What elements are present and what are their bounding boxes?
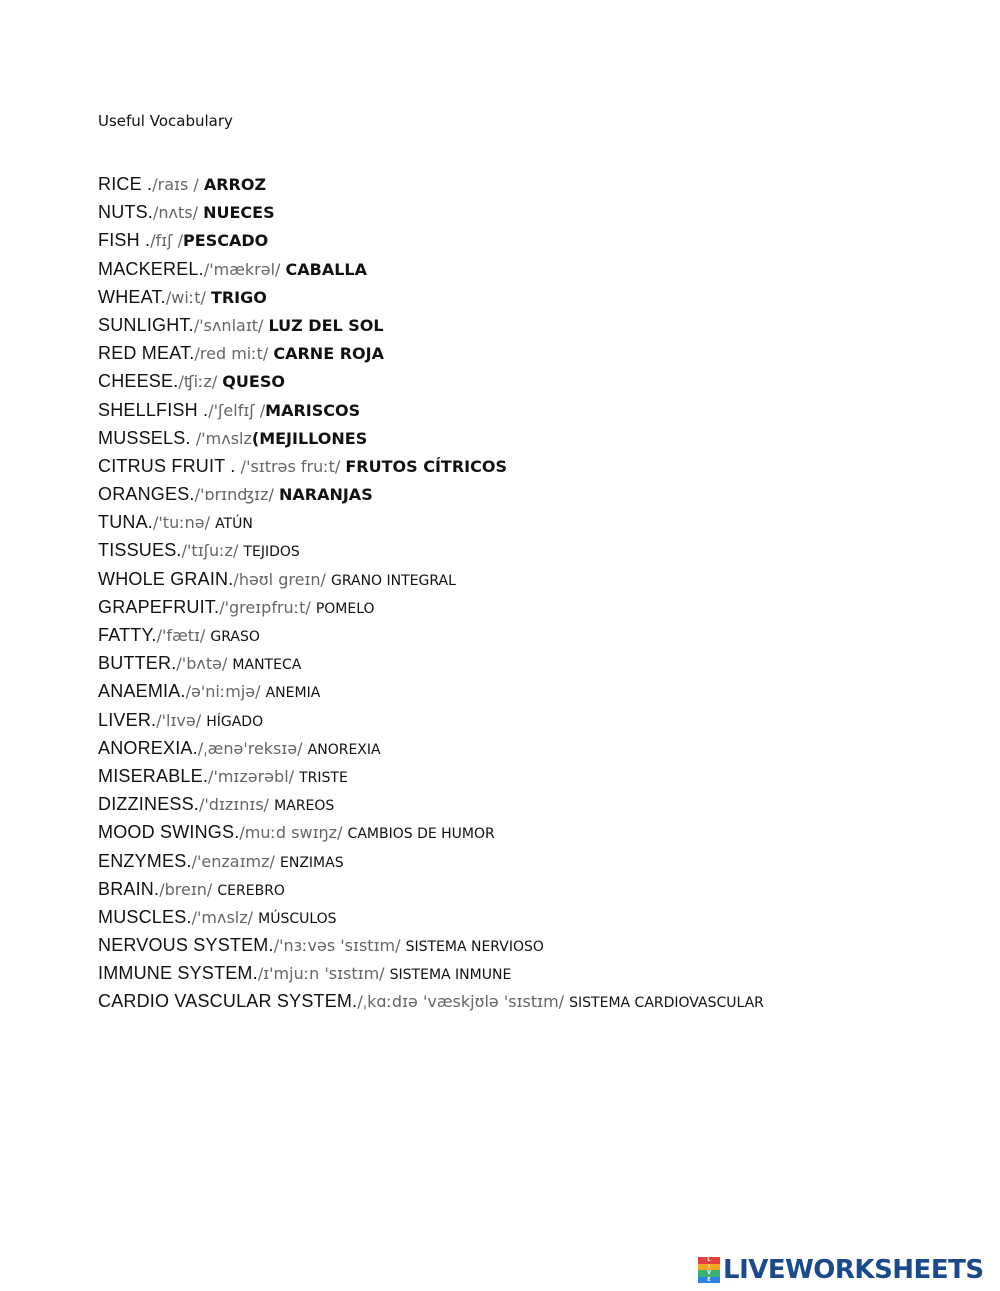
english-word: RICE . <box>98 174 153 194</box>
spanish-translation: CARNE ROJA <box>273 344 384 364</box>
phonetic-transcription: /red miːt/ <box>194 344 274 364</box>
vocab-row <box>98 903 764 931</box>
brand-name: LIVEWORKSHEETS <box>723 1255 984 1285</box>
vocab-row <box>98 931 764 959</box>
phonetic-transcription: /'ʃelfɪʃ / <box>208 400 266 420</box>
phonetic-transcription: /ˌkɑːdɪə 'væskjʊlə 'sɪstɪm/ <box>357 992 570 1012</box>
spanish-translation: ARROZ <box>203 175 267 194</box>
vocab-row <box>98 649 764 677</box>
english-word: ANOREXIA. <box>98 737 198 758</box>
spanish-translation: MAREOS <box>274 798 335 815</box>
vocab-row <box>98 677 764 705</box>
english-word: GRAPEFRUIT. <box>98 596 220 617</box>
vocab-row <box>98 367 764 395</box>
phonetic-transcription: /nʌts/ <box>153 203 204 223</box>
phonetic-transcription: /raɪs / <box>152 175 204 194</box>
spanish-translation: NARANJAS <box>278 485 373 505</box>
phonetic-transcription: /'ɒrɪnʤɪz/ <box>194 485 279 505</box>
english-word: LIVER. <box>98 709 157 730</box>
english-word: FATTY. <box>98 625 157 645</box>
phonetic-transcription: /'sʌnlaɪt/ <box>193 315 269 335</box>
phonetic-transcription: /'fætɪ/ <box>156 626 211 645</box>
vocab-row <box>98 508 764 536</box>
phonetic-transcription: /'bʌtə/ <box>176 654 233 674</box>
phonetic-transcription: /'sɪtrəs fruːt/ <box>240 456 346 476</box>
spanish-translation: PESCADO <box>183 231 269 251</box>
vocab-row <box>98 706 764 734</box>
english-word: ENZYMES. <box>98 850 192 871</box>
vocab-row <box>98 452 764 480</box>
spanish-translation: CEREBRO <box>217 882 285 899</box>
liveworksheets-logo <box>698 1255 984 1285</box>
english-word: NERVOUS SYSTEM. <box>98 935 274 956</box>
vocab-row <box>98 847 764 875</box>
vocab-row <box>98 536 764 564</box>
spanish-translation: QUESO <box>222 372 285 392</box>
english-word: TUNA. <box>98 512 153 533</box>
logo-letter-block: I <box>698 1264 720 1271</box>
vocab-row <box>98 226 764 254</box>
vocab-row <box>98 396 764 424</box>
english-word: MOOD SWINGS. <box>98 822 240 843</box>
english-word: TISSUES. <box>98 540 182 561</box>
english-word: MISERABLE. <box>98 765 209 786</box>
english-word: BRAIN. <box>98 878 160 899</box>
spanish-translation: (MEJILLONES <box>251 428 368 448</box>
vocab-row <box>98 198 764 226</box>
english-word: BUTTER. <box>98 653 177 674</box>
phonetic-transcription: /ə'niːmjə/ <box>185 682 266 702</box>
spanish-translation: ATÚN <box>215 516 253 533</box>
spanish-translation: FRUTOS CÍTRICOS <box>345 456 507 476</box>
logo-letter-block: E <box>698 1277 720 1284</box>
vocab-row <box>98 987 764 1015</box>
english-word: WHOLE GRAIN. <box>98 568 234 589</box>
phonetic-transcription: /wiːt/ <box>165 287 211 307</box>
phonetic-transcription: /'tuːnə/ <box>153 513 216 533</box>
vocab-row <box>98 339 764 367</box>
english-word: ANAEMIA. <box>98 681 186 702</box>
spanish-translation: SISTEMA INMUNE <box>389 967 512 984</box>
english-word: MUSSELS. <box>98 427 196 448</box>
english-word: CHEESE. <box>98 371 179 392</box>
vocab-row <box>98 818 764 846</box>
phonetic-transcription: /'nɜːvəs 'sɪstɪm/ <box>273 936 406 956</box>
vocab-row <box>98 790 764 818</box>
english-word: FISH . <box>98 230 151 251</box>
vocab-row <box>98 311 764 339</box>
vocabulary-list <box>98 170 764 1016</box>
spanish-translation: HÍGADO <box>206 713 264 730</box>
phonetic-transcription: /'mʌslz <box>195 428 252 448</box>
vocab-row <box>98 255 764 283</box>
english-word: WHEAT. <box>98 286 166 307</box>
spanish-translation: TRISTE <box>299 769 348 786</box>
vocab-row <box>98 565 764 593</box>
vocab-row <box>98 283 764 311</box>
phonetic-transcription: /'greɪpfruːt/ <box>219 597 316 617</box>
spanish-translation: SISTEMA CARDIOVASCULAR <box>569 995 764 1012</box>
spanish-translation: ANOREXIA <box>307 741 381 758</box>
phonetic-transcription: /'lɪvə/ <box>156 710 207 730</box>
phonetic-transcription: /breɪn/ <box>159 879 218 899</box>
phonetic-transcription: /'mɪzərəbl/ <box>208 766 300 786</box>
english-word: IMMUNE SYSTEM. <box>98 963 258 984</box>
english-word: ORANGES. <box>98 484 195 505</box>
english-word: NUTS. <box>98 202 153 223</box>
english-word: CARDIO VASCULAR SYSTEM. <box>98 991 358 1012</box>
phonetic-transcription: /fɪʃ / <box>150 231 184 251</box>
vocab-row <box>98 593 764 621</box>
phonetic-transcription: /'dɪzɪnɪs/ <box>199 795 275 815</box>
spanish-translation: GRANO INTEGRAL <box>331 572 456 589</box>
vocab-row <box>98 875 764 903</box>
spanish-translation: MÚSCULOS <box>258 910 337 927</box>
english-word: SHELLFISH . <box>98 399 209 420</box>
logo-letter-block: L <box>698 1257 720 1264</box>
english-word: SUNLIGHT. <box>98 314 194 335</box>
spanish-translation: CABALLA <box>285 259 368 279</box>
spanish-translation: ENZIMAS <box>280 854 344 871</box>
logo-letter-block: V <box>698 1270 720 1277</box>
english-word: RED MEAT. <box>98 343 195 364</box>
english-word: DIZZINESS. <box>98 794 200 815</box>
english-word: MUSCLES. <box>98 906 192 927</box>
spanish-translation: NUECES <box>203 203 275 223</box>
phonetic-transcription: /'mʌslz/ <box>191 907 259 927</box>
spanish-translation: POMELO <box>315 600 375 617</box>
phonetic-transcription: /ˌænə'reksɪə/ <box>197 738 308 758</box>
spanish-translation: LUZ DEL SOL <box>268 315 384 335</box>
phonetic-transcription: /ʧiːz/ <box>178 372 223 392</box>
spanish-translation: TRIGO <box>210 287 267 307</box>
liveworksheets-logo-icon <box>698 1257 720 1283</box>
spanish-translation: CAMBIOS DE HUMOR <box>347 826 495 843</box>
vocab-row <box>98 762 764 790</box>
phonetic-transcription: /həʊl greɪn/ <box>233 569 331 589</box>
vocab-row <box>98 621 764 649</box>
english-word: MACKEREL. <box>98 258 204 279</box>
vocab-row <box>98 734 764 762</box>
vocab-row <box>98 170 764 198</box>
phonetic-transcription: /'tɪʃuːz/ <box>181 541 244 561</box>
spanish-translation: GRASO <box>210 629 260 645</box>
phonetic-transcription: /muːd swɪŋz/ <box>239 823 348 843</box>
spanish-translation: MANTECA <box>232 657 302 674</box>
vocab-row <box>98 424 764 452</box>
spanish-translation: TEJIDOS <box>243 544 300 561</box>
page-title: Useful Vocabulary <box>98 112 233 130</box>
english-word: CITRUS FRUIT . <box>98 455 241 476</box>
spanish-translation: ANEMIA <box>265 685 321 702</box>
vocab-row <box>98 959 764 987</box>
phonetic-transcription: /'mækrəl/ <box>203 259 286 279</box>
spanish-translation: MARISCOS <box>265 400 361 420</box>
spanish-translation: SISTEMA NERVIOSO <box>405 939 544 956</box>
phonetic-transcription: /'enzaɪmz/ <box>191 851 281 871</box>
vocab-row <box>98 480 764 508</box>
phonetic-transcription: /ɪ'mjuːn 'sɪstɪm/ <box>257 964 390 984</box>
